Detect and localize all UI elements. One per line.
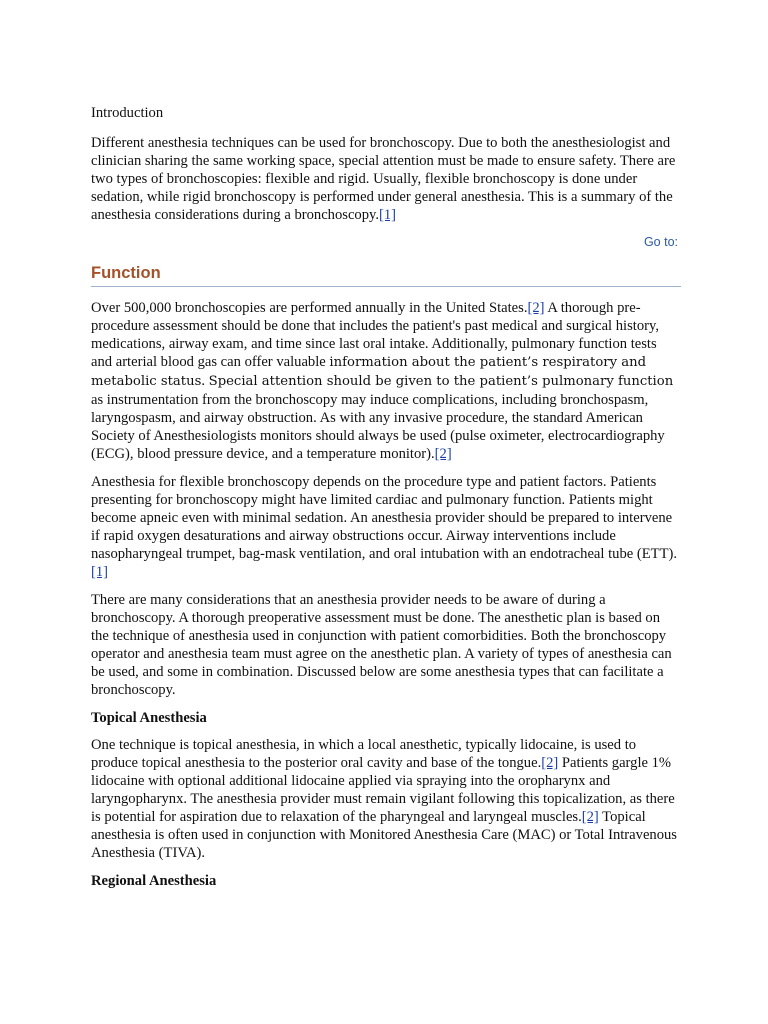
paragraph-text: information about the patient’s respiratory and metabolic status [91,355,647,389]
intro-paragraph-text: Different anesthesia techniques can be used for bronchoscopy. Due to both the anesthesiologist and clinician sharing the same working space, special attention must be made to ensure safety. There are two types of bronchoscopies: flexible and rigid. Usually, flexible bronchoscopy is done under sedation, while rigid bronchoscopy is performed under general anesthesia. This is a summary of the anesthesia considerations during a bronchoscopy. [91,135,676,223]
subheading-regional-anesthesia: Regional Anesthesia [91,873,217,889]
paragraph-text: Topical anesthesia is often used in conjunction with Monitored Anesthesia Care (MAC) or Total Intravenous Anesthesia (TIVA). [91,809,677,861]
paragraph-text: . [201,373,209,389]
paragraph-text: One technique is topical anesthesia, in which a local anesthetic, typically lidocaine, is used to produce topical anesthesia to the posterior oral cavity and base of the tongue. [91,737,637,771]
intro-label: Introduction [91,105,164,121]
paragraph-text: Over 500,000 bronchoscopies are performed annually in the United States. [91,300,528,316]
citation-link[interactable]: [2] [527,300,545,316]
citation-link[interactable]: [2] [581,809,599,825]
intro-paragraph [91,134,681,224]
article [91,104,681,899]
topical-paragraph [91,736,681,862]
function-paragraph-3: There are many considerations that an anesthesia provider needs to be aware of during a bronchoscopy. A thorough preoperative assessment must be done. The anesthetic plan is based on the technique of anesthesia used in conjunction with patient comorbidities. Both the bronchoscopy operator and anesthesia team must agree on the anesthetic plan. A variety of types of anesthesia can be used, and some in combination. Discussed below are some anesthesia types that can facilitate a bronchoscopy. [91,592,672,698]
paragraph-text: as instrumentation from the bronchoscopy may induce complications, including bronchospasm, laryngospasm, and airway obstruction. As with any invasive procedure, the standard American Society of Anesthesiologists monitors should always be used (pulse oximeter, electrocardiography (ECG), blood pressure device, and a temperature monitor). [91,392,665,462]
citation-link[interactable]: [1] [91,564,109,580]
section-heading-function: Function [91,264,681,287]
citation-link[interactable]: [1] [379,207,397,223]
go-to-link[interactable]: Go to: [643,235,678,249]
paragraph-text: A thorough pre-procedure assessment should be done that includes the patient's past medical and surgical history, medications, airway exam, and time since last oral intake. Additionally, pulmonary function tests and arterial blood gas can offer valuable [91,300,659,370]
paragraph-text: Special attention should be given to the patient’s pulmonary function [208,374,674,389]
paragraph-text: Patients gargle 1% lidocaine with optional additional lidocaine applied via spraying into the oropharynx and laryngopharynx. The anesthesia provider must remain vigilant following this topicalization, as there is potential for aspiration due to relaxation of the pharyngeal and laryngeal muscles. [91,755,675,825]
function-paragraph-1 [91,299,681,463]
citation-link[interactable]: [2] [541,755,559,771]
paragraph-text: Anesthesia for flexible bronchoscopy depends on the procedure type and patient factors. Patients presenting for bronchoscopy might have limited cardiac and pulmonary function. Patients might become apneic even with minimal sedation. An anesthesia provider should be prepared to intervene if rapid oxygen desaturations and airway obstructions occur. Airway interventions include nasopharyngeal trumpet, bag-mask ventilation, and oral intubation with an endotracheal tube (ETT). [91,474,677,562]
function-paragraph-2 [91,473,681,581]
citation-link[interactable]: [2] [434,446,452,462]
subheading-topical-anesthesia: Topical Anesthesia [91,710,207,726]
